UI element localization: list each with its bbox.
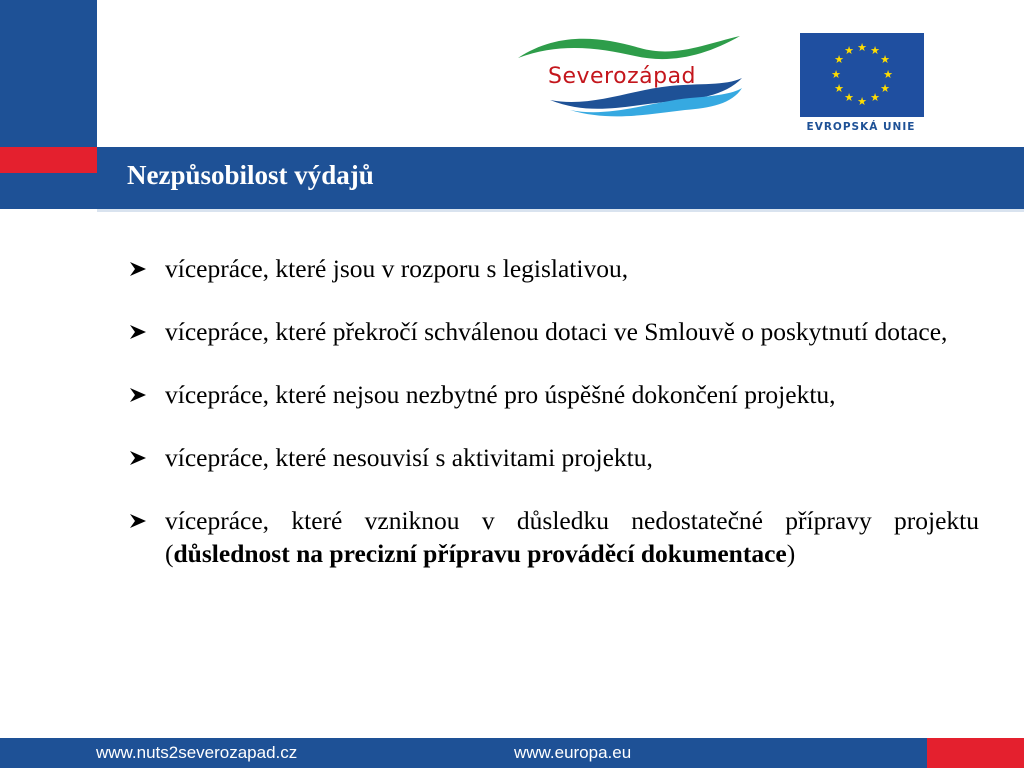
eu-stars-icon (800, 33, 924, 117)
bullet-text: vícepráce, které překročí schválenou dotaci ve Smlouvě o poskytnutí dotace, (165, 317, 948, 346)
svg-text:★: ★ (831, 68, 841, 81)
bullet-text: vícepráce, které nejsou nezbytné pro úspěšné dokončení projektu, (165, 380, 836, 409)
arrow-bullet-icon (128, 513, 148, 529)
eu-flag (800, 33, 924, 117)
bullet-list (128, 252, 979, 570)
bullet-text-bold: důslednost na precizní přípravu prováděcí dokumentace (173, 539, 787, 568)
left-accent-blue (0, 0, 97, 147)
svg-text:★: ★ (834, 53, 844, 66)
list-item (128, 252, 979, 285)
bullet-text: vícepráce, které jsou v rozporu s legislativou, (165, 254, 629, 283)
svg-text:★: ★ (834, 82, 844, 95)
list-item (128, 441, 979, 474)
left-accent-red (0, 147, 97, 173)
svg-text:★: ★ (857, 95, 867, 108)
footer-bar (0, 738, 1024, 768)
svg-text:★: ★ (844, 91, 854, 104)
arrow-bullet-icon (128, 261, 148, 277)
title-bar (97, 147, 1024, 212)
svg-text:★: ★ (857, 41, 867, 54)
svg-text:★: ★ (883, 68, 893, 81)
severozapad-logo-text: Severozápad (548, 64, 697, 89)
list-item (128, 315, 979, 348)
bullet-text: vícepráce, které vzniknou v důsledku nedostatečné přípravy projektu ( (165, 506, 979, 568)
eu-logo (797, 33, 925, 135)
list-item (128, 504, 979, 570)
page-title: Nezpůsobilost výdajů (127, 160, 374, 190)
svg-text:★: ★ (880, 82, 890, 95)
svg-text:★: ★ (870, 91, 880, 104)
bullet-text: vícepráce, které nesouvisí s aktivitami projektu, (165, 443, 653, 472)
svg-text:★: ★ (844, 44, 854, 57)
left-accent-blue-lower (0, 173, 97, 209)
footer-link-europa[interactable]: www.europa.eu (514, 743, 632, 762)
footer-link-nuts2[interactable]: www.nuts2severozapad.cz (96, 743, 298, 762)
eu-label: EVROPSKÁ UNIE (806, 121, 916, 133)
footer-red-accent (927, 738, 1024, 768)
list-item (128, 378, 979, 411)
arrow-bullet-icon (128, 450, 148, 466)
svg-text:★: ★ (880, 53, 890, 66)
svg-text:★: ★ (870, 44, 880, 57)
arrow-bullet-icon (128, 387, 148, 403)
severozapad-logo (510, 30, 746, 122)
arrow-bullet-icon (128, 324, 148, 340)
bullet-text-end: ) (786, 539, 796, 568)
